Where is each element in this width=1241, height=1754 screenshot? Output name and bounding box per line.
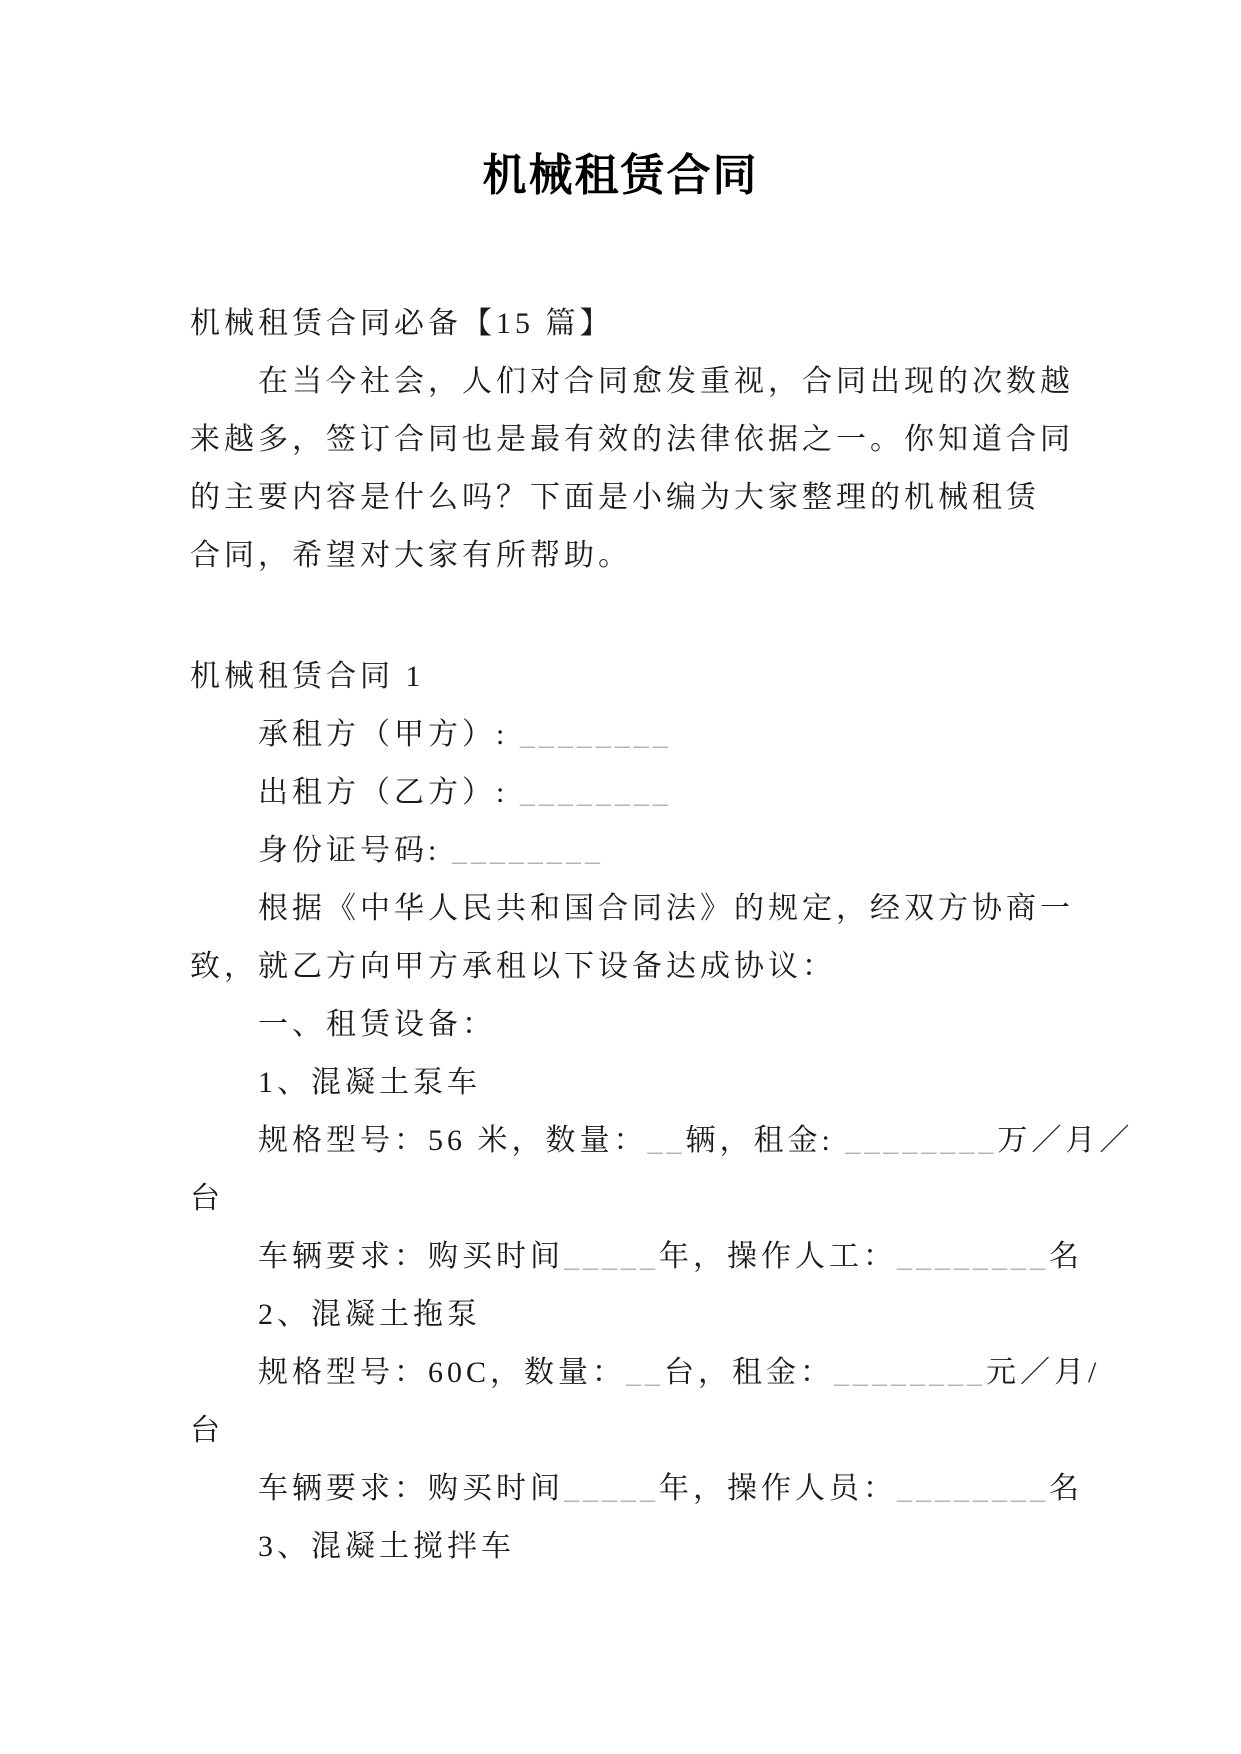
text-span: 元／月/ bbox=[986, 1356, 1101, 1389]
text-span: 车辆要求：购买时间 bbox=[258, 1240, 564, 1273]
text-span: 辆，租金: bbox=[685, 1124, 846, 1157]
text-line bbox=[190, 1112, 1141, 1170]
text-span: 规格型号：56 米，数量： bbox=[258, 1124, 648, 1157]
text-span: 1、混凝土泵车 bbox=[258, 1066, 481, 1099]
text-line bbox=[190, 295, 1141, 353]
text-span: 名 bbox=[1049, 1472, 1083, 1505]
fill-in-blank: ________ bbox=[845, 1124, 998, 1157]
text-line bbox=[190, 469, 1141, 527]
text-line bbox=[190, 1402, 1141, 1460]
fill-in-blank: ________ bbox=[897, 1240, 1049, 1273]
text-span: 台 bbox=[190, 1414, 224, 1447]
text-span: 一、租赁设备： bbox=[258, 1008, 496, 1041]
document-title: 机械租赁合同 bbox=[482, 151, 759, 200]
text-line bbox=[190, 527, 1141, 585]
text-span: 的主要内容是什么吗？下面是小编为大家整理的机械租赁 bbox=[190, 481, 1040, 514]
text-span: 机械租赁合同必备【15 篇】 bbox=[190, 307, 614, 340]
document-body bbox=[190, 295, 1141, 1576]
text-span: 规格型号：60C，数量： bbox=[258, 1356, 627, 1389]
text-span: 根据《中华人民共和国合同法》的规定，经双方协商一 bbox=[258, 892, 1074, 925]
text-span: 合同，希望对大家有所帮助。 bbox=[190, 539, 632, 572]
text-span: 2、混凝土拖泵 bbox=[258, 1298, 481, 1331]
text-line bbox=[190, 880, 1141, 938]
fill-in-blank: ________ bbox=[834, 1356, 987, 1389]
text-line bbox=[190, 1054, 1141, 1112]
text-span: 致，就乙方向甲方承租以下设备达成协议： bbox=[190, 950, 836, 983]
text-span: 年，操作人工： bbox=[659, 1240, 897, 1273]
text-line bbox=[190, 411, 1141, 469]
text-span: 3、混凝土搅拌车 bbox=[258, 1530, 515, 1563]
fill-in-blank: ________ bbox=[519, 718, 672, 751]
text-line bbox=[190, 1518, 1141, 1576]
text-span: 出租方（乙方）: bbox=[258, 776, 520, 809]
text-span: 身份证号码: bbox=[258, 834, 452, 867]
text-line bbox=[190, 996, 1141, 1054]
text-line bbox=[190, 1344, 1141, 1402]
fill-in-blank: _____ bbox=[564, 1472, 659, 1505]
fill-in-blank: _____ bbox=[564, 1240, 659, 1273]
text-line bbox=[190, 706, 1141, 764]
text-line bbox=[190, 764, 1141, 822]
fill-in-blank: ________ bbox=[519, 776, 672, 809]
text-line bbox=[190, 648, 1141, 706]
text-line bbox=[190, 353, 1141, 411]
text-span: 台 bbox=[190, 1182, 224, 1215]
text-span: 名 bbox=[1049, 1240, 1083, 1273]
text-line bbox=[190, 1228, 1141, 1286]
fill-in-blank: ________ bbox=[897, 1472, 1049, 1505]
text-span: 年，操作人员： bbox=[659, 1472, 897, 1505]
text-span: 在当今社会，人们对合同愈发重视，合同出现的次数越 bbox=[258, 365, 1074, 398]
text-span: 机械租赁合同 1 bbox=[190, 660, 425, 693]
text-span: 车辆要求：购买时间 bbox=[258, 1472, 564, 1505]
text-line bbox=[190, 822, 1141, 880]
text-line bbox=[190, 938, 1141, 996]
text-span: 台，租金： bbox=[664, 1356, 835, 1389]
text-span: 来越多，签订合同也是最有效的法律依据之一。你知道合同 bbox=[190, 423, 1074, 456]
text-span: 万／月／ bbox=[997, 1124, 1134, 1157]
text-line bbox=[190, 1170, 1141, 1228]
fill-in-blank: __ bbox=[647, 1124, 686, 1157]
text-span: 承租方（甲方）: bbox=[258, 718, 520, 751]
fill-in-blank: ________ bbox=[451, 834, 604, 867]
fill-in-blank: __ bbox=[626, 1356, 665, 1389]
text-line bbox=[190, 1286, 1141, 1344]
text-line bbox=[190, 1460, 1141, 1518]
